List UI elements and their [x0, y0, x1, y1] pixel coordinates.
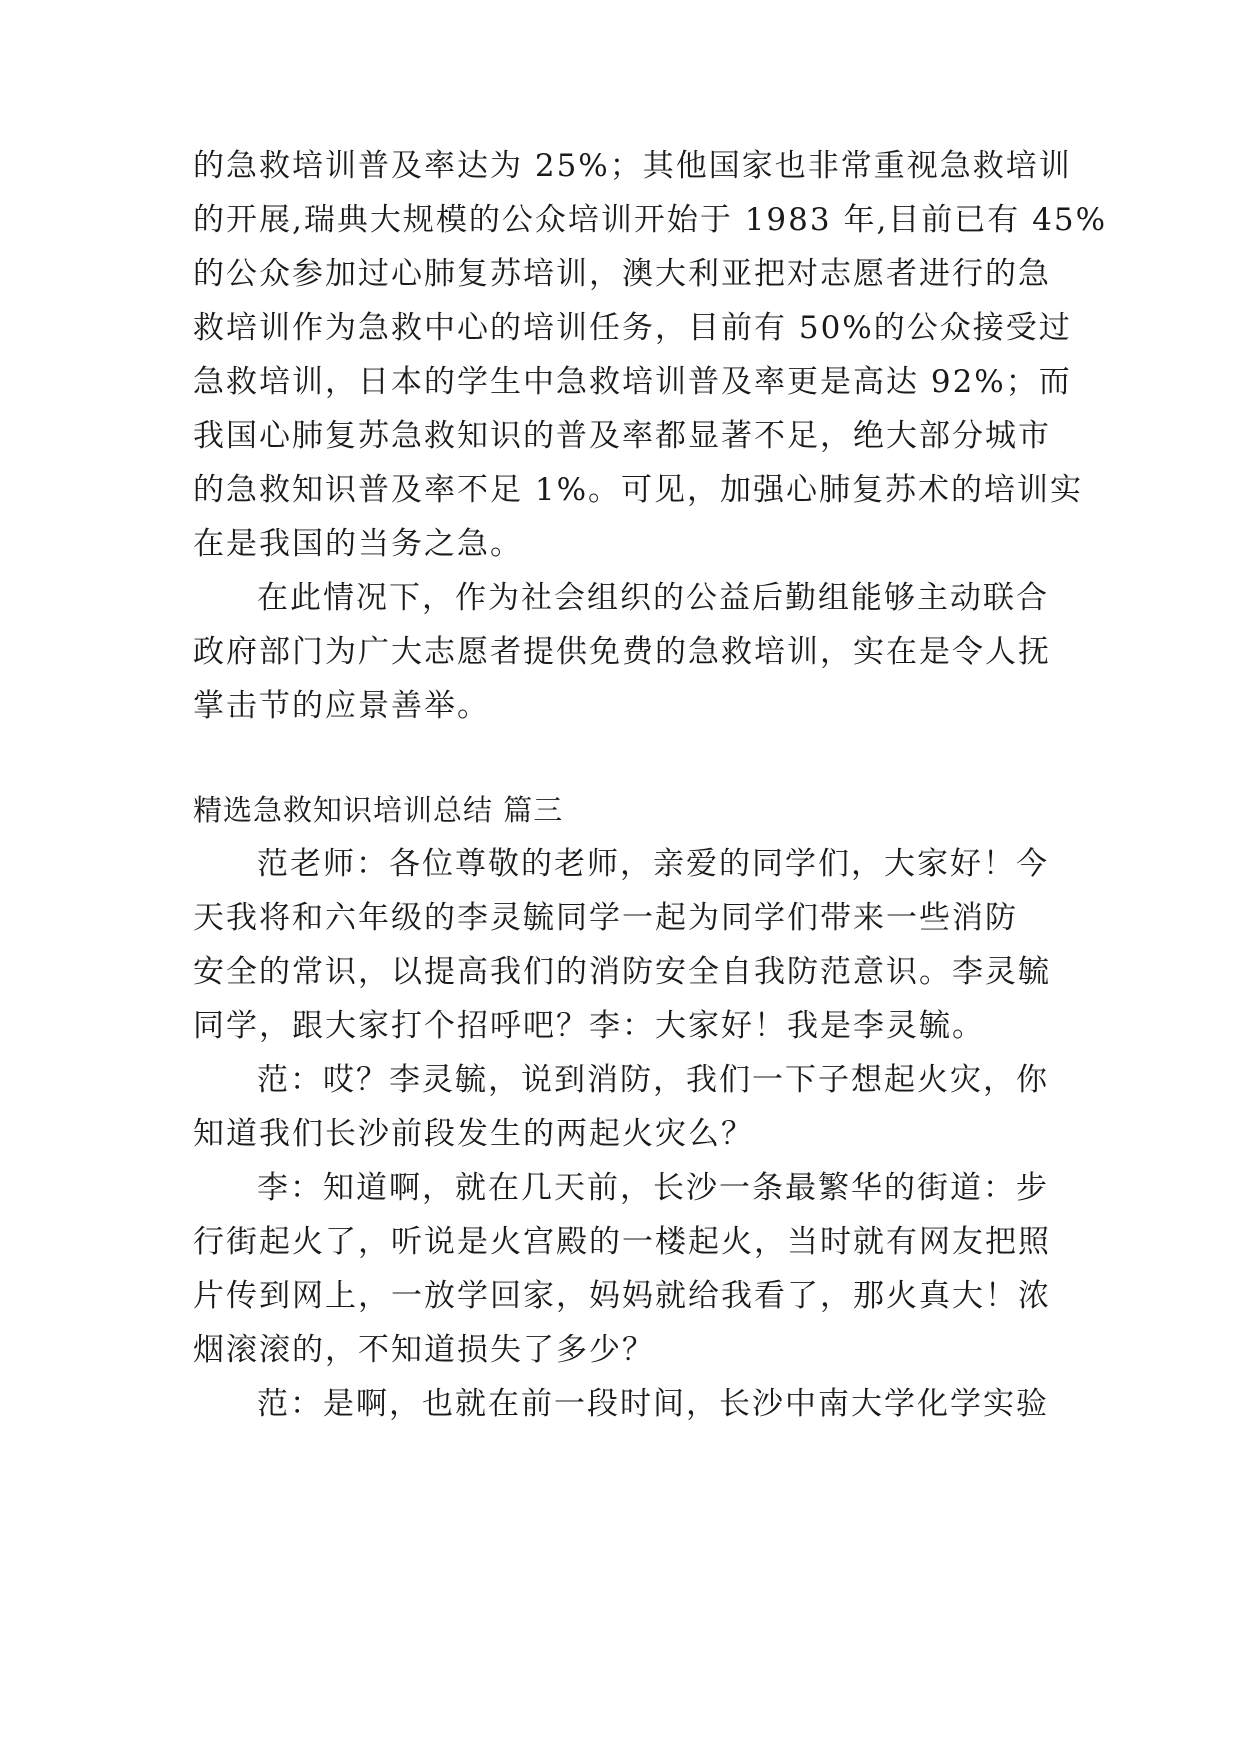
- paragraph-first-line: 范：哎？李灵毓，说到消防，我们一下子想起火灾，你: [257, 1062, 1049, 1098]
- text-line: 我国心肺复苏急救知识的普及率都显著不足，绝大部分城市: [193, 418, 1051, 454]
- text-line: 的公众参加过心肺复苏培训，澳大利亚把对志愿者进行的急: [193, 256, 1051, 292]
- text-line: 片传到网上，一放学回家，妈妈就给我看了，那火真大！浓: [193, 1278, 1051, 1314]
- text-line: 在是我国的当务之急。: [193, 526, 523, 562]
- text-line: 的开展,瑞典大规模的公众培训开始于 1983 年,目前已有 45%: [193, 202, 1108, 238]
- paragraph-first-line: 范老师：各位尊敬的老师，亲爱的同学们，大家好！今: [257, 846, 1049, 882]
- paragraph-first-line: 李：知道啊，就在几天前，长沙一条最繁华的街道：步: [257, 1170, 1049, 1206]
- text-line: 掌击节的应景善举。: [193, 688, 490, 724]
- text-line: 的急救知识普及率不足 1%。可见，加强心肺复苏术的培训实: [193, 472, 1084, 508]
- text-line: 烟滚滚的，不知道损失了多少？: [193, 1332, 655, 1368]
- text-line: 同学，跟大家打个招呼吧？李：大家好！我是李灵毓。: [193, 1008, 985, 1044]
- text-line: 政府部门为广大志愿者提供免费的急救培训，实在是令人抚: [193, 634, 1051, 670]
- text-line: 天我将和六年级的李灵毓同学一起为同学们带来一些消防: [193, 900, 1018, 936]
- paragraph-first-line: 范：是啊，也就在前一段时间，长沙中南大学化学实验: [257, 1386, 1049, 1422]
- text-line: 知道我们长沙前段发生的两起火灾么？: [193, 1116, 754, 1152]
- section-heading: 精选急救知识培训总结 篇三: [193, 793, 564, 827]
- text-line: 急救培训，日本的学生中急救培训普及率更是高达 92%；而: [193, 364, 1072, 400]
- text-line: 行街起火了，听说是火宫殿的一楼起火，当时就有网友把照: [193, 1224, 1051, 1260]
- text-line: 救培训作为急救中心的培训任务，目前有 50%的公众接受过: [193, 310, 1072, 346]
- text-line: 安全的常识，以提高我们的消防安全自我防范意识。李灵毓: [193, 954, 1051, 990]
- paragraph-first-line: 在此情况下，作为社会组织的公益后勤组能够主动联合: [257, 580, 1049, 616]
- text-line: 的急救培训普及率达为 25%；其他国家也非常重视急救培训: [193, 148, 1072, 184]
